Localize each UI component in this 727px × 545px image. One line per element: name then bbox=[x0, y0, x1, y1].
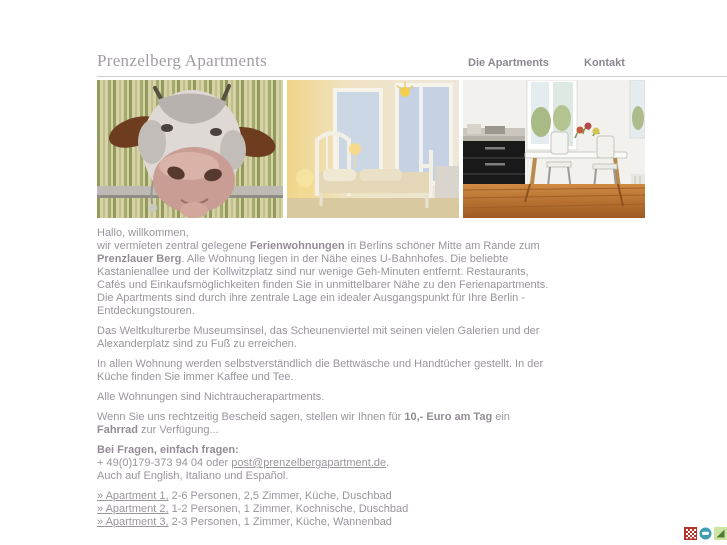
footer-badges bbox=[684, 527, 727, 540]
stats-badge-icon[interactable] bbox=[699, 527, 712, 540]
bike-paragraph-bold: Fahrrad bbox=[97, 424, 138, 436]
apartment-2-link[interactable]: » Apartment 2, bbox=[97, 503, 169, 515]
validator-badge-icon[interactable] bbox=[714, 527, 727, 540]
nav-kontakt[interactable]: Kontakt bbox=[584, 57, 625, 69]
cow-photo bbox=[97, 80, 283, 218]
nonsmoking-paragraph-text: Alle Wohnungen sind Nichtraucherapartments. bbox=[97, 391, 325, 403]
sights-paragraph bbox=[97, 325, 549, 351]
apartment-1-link[interactable]: » Apartment 1, bbox=[97, 490, 169, 502]
photo-strip bbox=[97, 80, 645, 218]
apartment-links-paragraph bbox=[97, 490, 549, 529]
bike-paragraph-bold: 10,- Euro am Tag bbox=[404, 411, 493, 423]
header-divider bbox=[97, 76, 727, 77]
intro-paragraph-text: Hallo, willkommen, wir vermieten zentral gelegene bbox=[97, 227, 250, 252]
bike-paragraph-text: Wenn Sie uns rechtzeitig Bescheid sagen, stellen wir Ihnen für bbox=[97, 411, 405, 423]
intro-paragraph-text: in Berlins schöner Mitte am Rande zum bbox=[344, 240, 540, 252]
bike-paragraph bbox=[97, 411, 549, 437]
bike-paragraph-text: zur Verfügung... bbox=[137, 424, 219, 436]
contact-paragraph-text: . Auch auf English, Italiano und Español. bbox=[97, 457, 390, 482]
amenities-paragraph-text: In allen Wohnung werden selbstverständlich die Bettwäsche und Handtücher gestellt. In der Küche finden Sie immer Kaffee und Tee. bbox=[97, 358, 544, 383]
intro-paragraph-bold: Prenzlauer Berg bbox=[97, 253, 182, 265]
contact-paragraph bbox=[97, 444, 549, 483]
intro-paragraph-bold: Ferienwohnungen bbox=[249, 240, 345, 252]
site-title: Prenzelberg Apartments bbox=[97, 51, 268, 70]
intro-paragraph bbox=[97, 227, 549, 318]
contact-paragraph-text: + 49(0)179-373 94 04 oder bbox=[97, 457, 232, 469]
email-link[interactable]: post@prenzelbergapartment.de bbox=[231, 457, 387, 469]
contact-paragraph-bold: Bei Fragen, einfach fragen: bbox=[97, 444, 239, 456]
apartment-links-paragraph-text: 2-6 Personen, 2,5 Zimmer, Küche, Duschbad bbox=[168, 490, 392, 502]
sights-paragraph-text: Das Weltkulturerbe Museumsinsel, das Scheunenviertel mit seinen vielen Galerien und der Alexanderplatz sind zu Fuß zu erreichen. bbox=[97, 325, 540, 350]
kitchen-photo bbox=[463, 80, 645, 218]
nav-die-apartments[interactable]: Die Apartments bbox=[468, 57, 549, 69]
apartment-links-paragraph-text: 1-2 Personen, 1 Zimmer, Kochnische, Duschbad bbox=[168, 503, 409, 515]
apartment-links-paragraph-text: 2-3 Personen, 1 Zimmer, Küche, Wannenbad bbox=[168, 516, 392, 528]
bike-paragraph-text: ein bbox=[492, 411, 510, 423]
nonsmoking-paragraph bbox=[97, 391, 549, 404]
amenities-paragraph bbox=[97, 358, 549, 384]
body-text bbox=[97, 227, 549, 536]
bedroom-photo bbox=[287, 80, 459, 218]
counter-badge-icon[interactable] bbox=[684, 527, 697, 540]
apartment-3-link[interactable]: » Apartment 3, bbox=[97, 516, 169, 528]
intro-paragraph-text: . Alle Wohnung liegen in der Nähe eines U-Bahnhofes. Die beliebte Kastanienallee und der Kollwitzplatz sind nur wenige Geh-Minuten entfernt. Restaurants, Cafés und Einkaufsmöglichkeiten finden Sie in unmittelbarer Nähe zu den Ferienapartments. Die Apartments sind durch ihre zentrale Lage ein idealer Ausgangspunkt für Ihre Berlin - Entdeckungstouren. bbox=[97, 253, 549, 317]
